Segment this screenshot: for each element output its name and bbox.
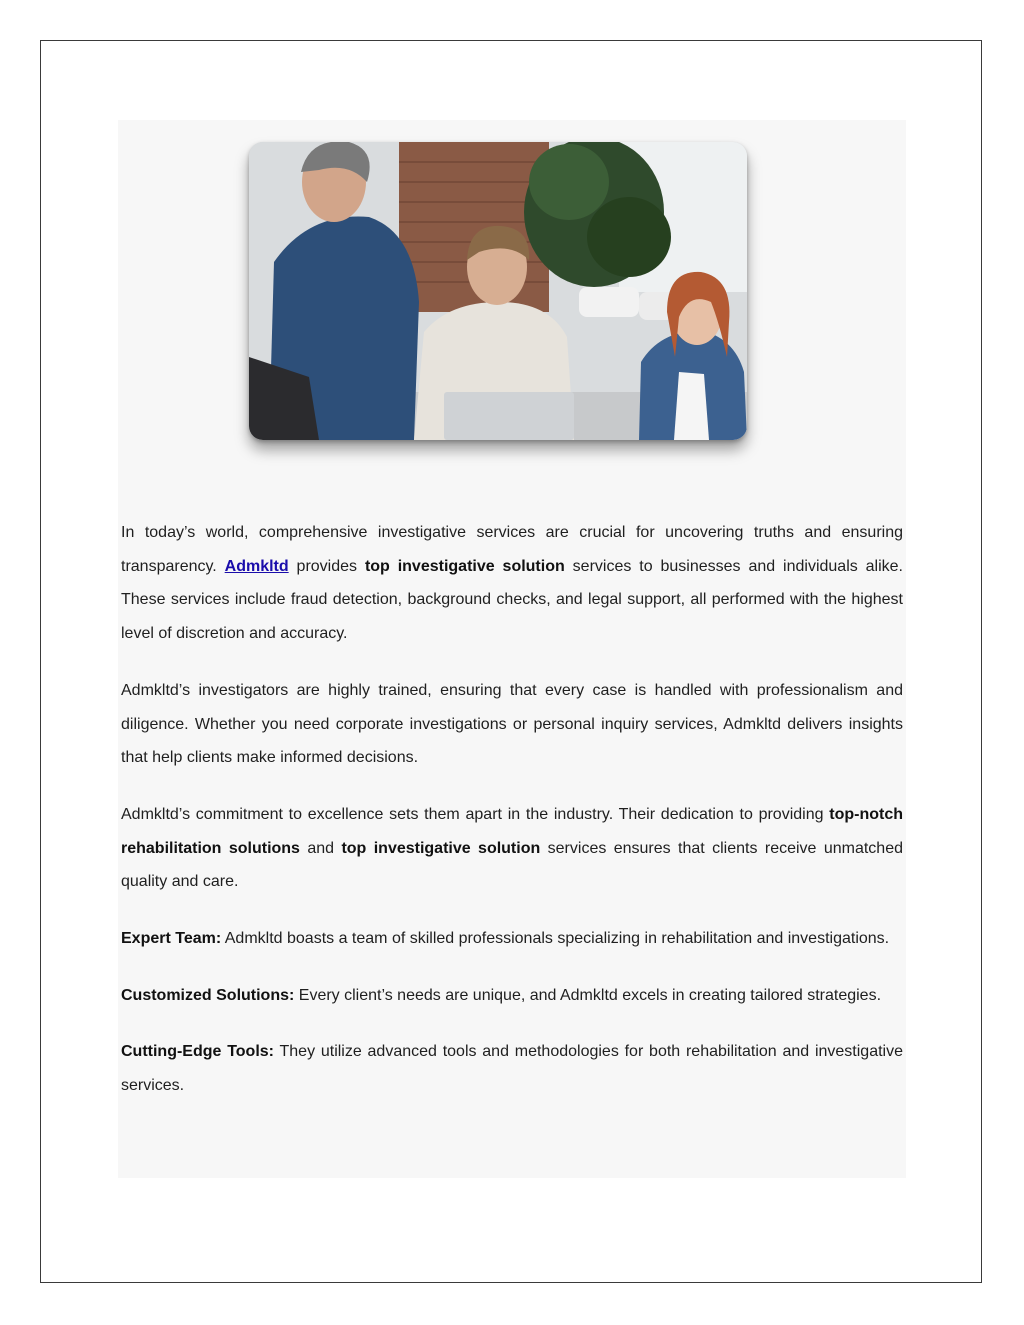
paragraph-cutting-edge-tools (121, 1035, 903, 1102)
article-body (121, 516, 903, 1103)
bold-phrase: top-notch rehabilitation solutions (121, 805, 903, 857)
team-photo (249, 142, 747, 440)
feature-label: Cutting-Edge Tools: (121, 1043, 275, 1061)
admkltd-link[interactable]: Admkltd (224, 557, 289, 575)
text: Admkltd’s commitment to excellence sets them apart in the industry. Their dedication to providing (121, 805, 830, 823)
text: services ensures that clients receive unmatched quality and care. (121, 839, 904, 891)
paragraph-commitment (121, 798, 903, 899)
paragraph-customized-solutions (121, 979, 903, 1013)
paragraph-investigators (121, 674, 903, 775)
paragraph-intro (121, 516, 903, 651)
text: Admkltd’s investigators are highly trained, ensuring that every case is handled with professionalism and diligence. Whether you need corporate investigations or personal inquiry services, Admkltd delivers insights that help clients make informed decisions. (121, 681, 903, 767)
text: provides (288, 557, 365, 575)
feature-label: Customized Solutions: (121, 986, 295, 1004)
text: Every client’s needs are unique, and Admkltd excels in creating tailored strategies. (294, 986, 882, 1004)
text: They utilize advanced tools and methodologies for both rehabilitation and investigative services. (121, 1043, 904, 1095)
bold-phrase: top investigative solution (364, 557, 565, 575)
bold-phrase: top investigative solution (341, 839, 541, 857)
feature-label: Expert Team: (121, 930, 222, 948)
text: services to businesses and individuals alike. These services include fraud detection, background checks, and legal support, all performed with the highest level of discretion and accuracy. (121, 557, 904, 643)
text: In today’s world, comprehensive investigative services are crucial for uncovering truths and ensuring transparency. (121, 524, 903, 575)
content-panel (118, 120, 906, 1178)
text: Admkltd boasts a team of skilled professionals specializing in rehabilitation and investigations. (221, 930, 890, 948)
team-photo-illustration (249, 142, 747, 440)
paragraph-expert-team (121, 922, 903, 956)
text: and (299, 839, 342, 857)
